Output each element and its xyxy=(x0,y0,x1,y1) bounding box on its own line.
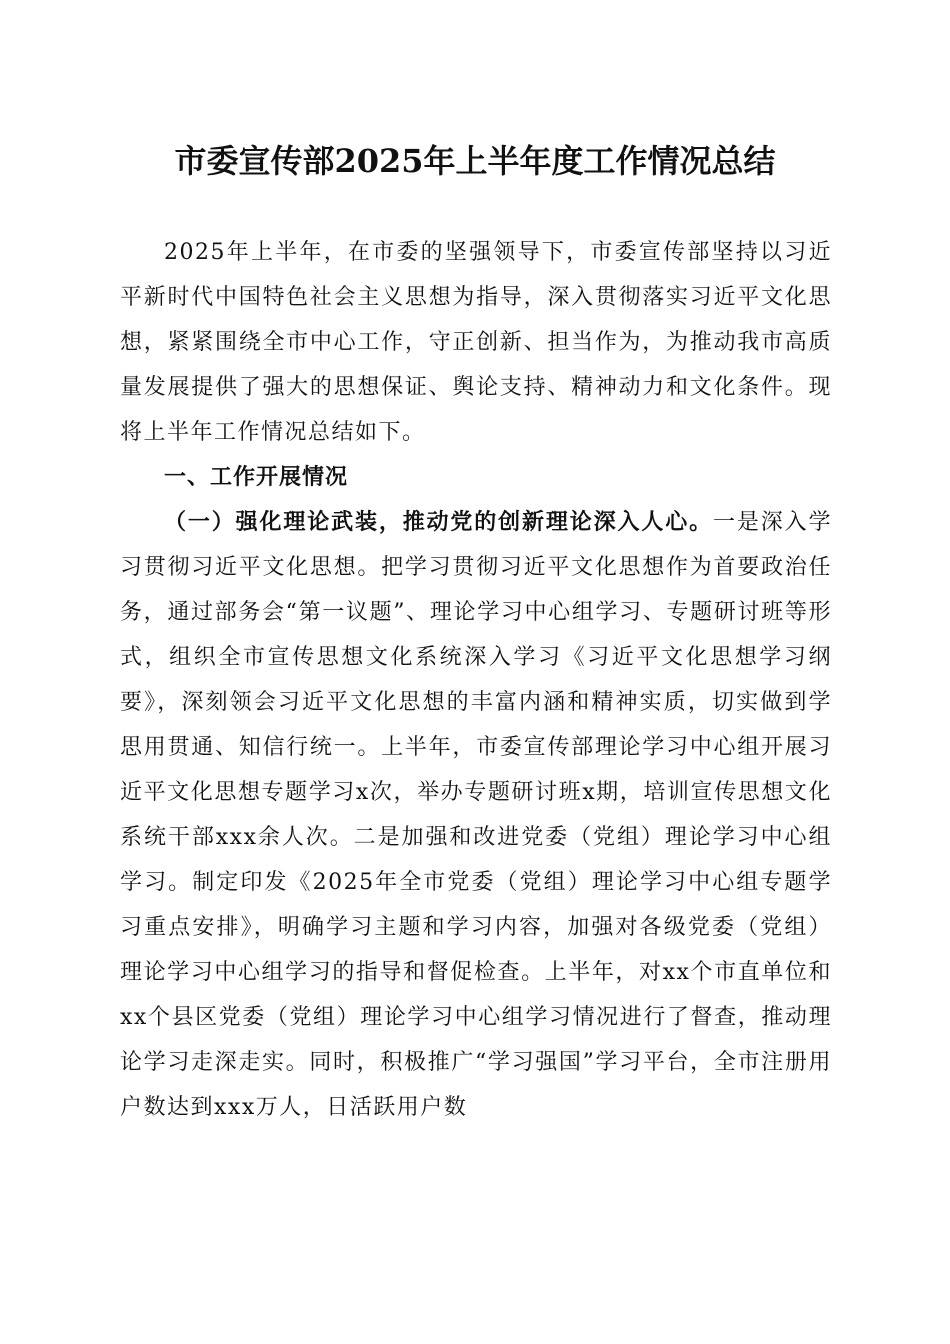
subsection-body: 一是深入学习贯彻习近平文化思想。把学习贯彻习近平文化思想作为首要政治任务，通过部务会“第一议题”、理论学习中心组学习、专题研讨班等形式，组织全市宣传思想文化系统深入学习《习近平文化思想学习纲要》，深刻领会习近平文化思想的丰富内涵和精神实质，切实做到学思用贯通、知信行统一。上半年，市委宣传部理论学习中心组开展习近平文化思想专题学习x次，举办专题研讨班x期，培训宣传思想文化系统干部xxx余人次。二是加强和改进党委（党组）理论学习中心组学习。制定印发《2025年全市党委（党组）理论学习中心组专题学习重点安排》，明确学习主题和学习内容，加强对各级党委（党组）理论学习中心组学习的指导和督促检查。上半年，对xx个市直单位和xx个县区党委（党组）理论学习中心组学习情况进行了督查，推动理论学习走深走实。同时，积极推广“学习强国”学习平台，全市注册用户数达到xxx万人，日活跃用户数 xyxy=(120,510,832,1120)
subsection-lead: （一）强化理论武装，推动党的创新理论深入人心。 xyxy=(164,509,713,535)
intro-paragraph: 2025年上半年，在市委的坚强领导下，市委宣传部坚持以习近平新时代中国特色社会主义思想为指导，深入贯彻落实习近平文化思想，紧紧围绕全市中心工作，守正创新、担当作为，为推动我市高质量发展提供了强大的思想保证、舆论支持、精神动力和文化条件。现将上半年工作情况总结如下。 xyxy=(120,240,832,445)
subsection-paragraph xyxy=(120,500,832,1130)
section-heading: 一、工作开展情况 xyxy=(164,465,349,490)
document-body xyxy=(120,230,832,1130)
document-title: 市委宣传部2025年上半年度工作情况总结 xyxy=(174,142,776,180)
